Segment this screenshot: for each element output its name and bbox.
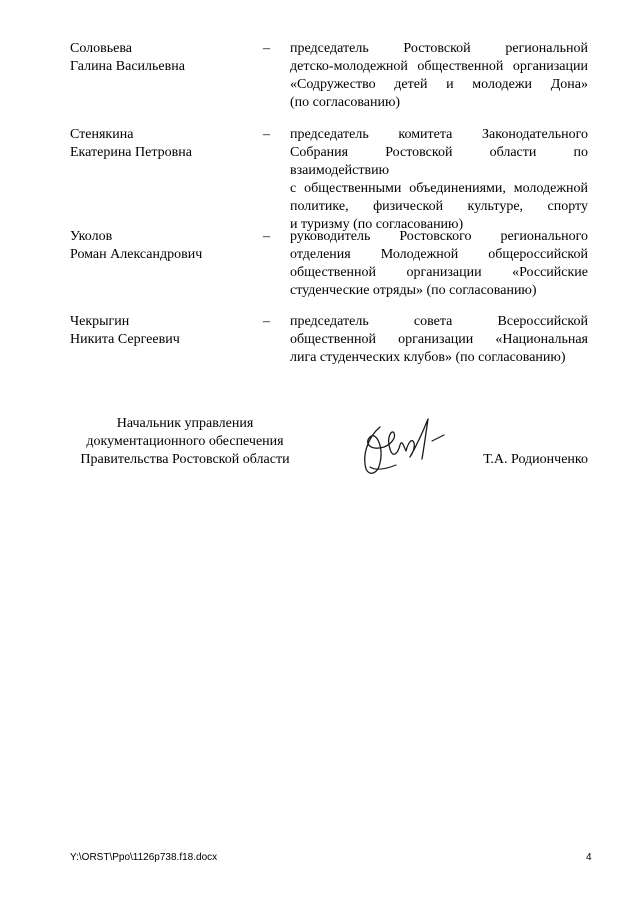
member-name — [70, 126, 250, 162]
role-line: (по согласованию) — [290, 95, 401, 110]
file-path: Y:\ORST\Ppo\1126p738.f18.docx — [70, 852, 218, 863]
role-line: Собрания Ростовской области по взаимодействию — [290, 145, 588, 178]
role-line: с общественными объединениями, молодежной — [290, 181, 588, 196]
member-given-name: Никита Сергеевич — [70, 332, 180, 347]
member-given-name: Роман Александрович — [70, 247, 203, 262]
role-line: детско-молодежной общественной организации — [290, 59, 588, 74]
signatory-title-line: Начальник управления — [116, 416, 254, 431]
page-number: 4 — [586, 852, 592, 863]
role-line: лига студенческих клубов» (по согласованию) — [290, 350, 566, 365]
signatory-name: Т.А. Родионченко — [483, 452, 588, 467]
member-role — [290, 40, 588, 112]
role-line: общественной организации «Российские — [290, 265, 588, 280]
member-given-name: Галина Васильевна — [70, 59, 185, 74]
member-role — [290, 313, 588, 367]
member-surname: Соловьева — [70, 41, 132, 56]
role-line: общественной организации «Национальная — [290, 332, 588, 347]
member-surname: Уколов — [70, 229, 113, 244]
member-surname: Чекрыгин — [70, 314, 130, 329]
signatory-title-line: Правительства Ростовской области — [80, 452, 290, 467]
signatory-title-line: документационного обеспечения — [86, 434, 284, 449]
role-line: отделения Молодежной общероссийской — [290, 247, 588, 262]
member-role — [290, 228, 588, 300]
signature-block — [0, 415, 640, 485]
member-name — [70, 40, 250, 76]
member-dash: – — [263, 41, 270, 56]
role-line: и туризму (по согласованию) — [290, 217, 464, 232]
member-given-name: Екатерина Петровна — [70, 145, 192, 160]
member-dash: – — [263, 127, 270, 142]
member-name — [70, 313, 250, 349]
role-line: руководитель Ростовского регионального — [290, 229, 588, 244]
handwritten-signature — [340, 407, 460, 487]
role-line: председатель совета Всероссийской — [290, 314, 588, 329]
signatory-title — [70, 415, 300, 469]
role-line: политике, физической культуре, спорту — [290, 199, 588, 214]
member-role — [290, 126, 588, 234]
member-surname: Стенякина — [70, 127, 134, 142]
member-name — [70, 228, 250, 264]
member-dash: – — [263, 314, 270, 329]
role-line: студенческие отряды» (по согласованию) — [290, 283, 537, 298]
member-dash: – — [263, 229, 270, 244]
role-line: «Содружество детей и молодежи Дона» — [290, 77, 588, 92]
role-line: председатель Ростовской региональной — [290, 41, 588, 56]
role-line: председатель комитета Законодательного — [290, 127, 588, 142]
